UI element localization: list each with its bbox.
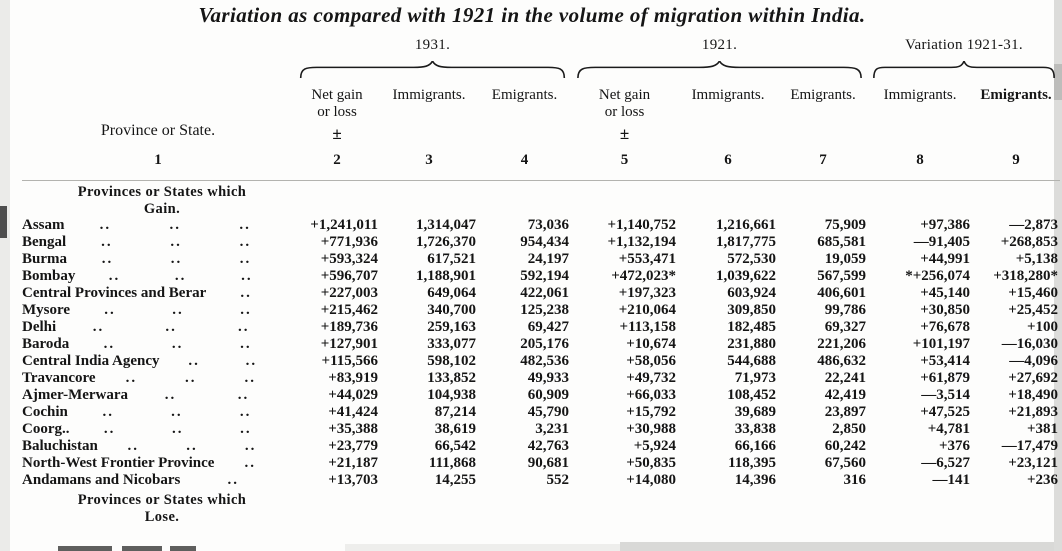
dot-leaders: .. xyxy=(244,455,256,471)
value-cell: +101,197 xyxy=(912,336,971,352)
value-cell: +21,187 xyxy=(328,455,378,471)
dot-leaders: .. .. .. xyxy=(99,217,251,233)
header-immigrants-variation: Immigrants. xyxy=(883,87,957,103)
value-cell: 482,536 xyxy=(520,353,570,369)
value-cell: +49,732 xyxy=(626,370,677,386)
table-row xyxy=(22,234,1060,251)
value-cell: 598,102 xyxy=(427,353,476,369)
value-cell: 42,419 xyxy=(824,387,867,403)
value-cell: 99,786 xyxy=(824,302,867,318)
value-cell: +14,080 xyxy=(626,472,677,488)
value-cell: —16,030 xyxy=(1001,336,1059,352)
value-cell: +771,936 xyxy=(320,234,378,250)
brace-icon xyxy=(575,61,864,78)
value-cell: 69,427 xyxy=(527,319,570,335)
bottom-gray-band xyxy=(345,544,623,551)
dot-leaders: .. xyxy=(240,285,252,301)
value-cell: 685,581 xyxy=(817,234,867,250)
table-row xyxy=(22,472,1060,489)
table-row xyxy=(22,370,1060,387)
table-row xyxy=(22,455,1060,472)
table-row xyxy=(22,285,1060,302)
value-cell: +15,792 xyxy=(626,404,677,420)
value-cell: 333,077 xyxy=(427,336,476,352)
value-cell: +41,424 xyxy=(328,404,378,420)
column-number: 2 xyxy=(294,142,380,181)
plus-minus-icon: ± xyxy=(332,124,342,143)
value-cell: 66,542 xyxy=(434,438,476,454)
group-1931-label: 1931. xyxy=(414,37,451,53)
value-cell: 649,064 xyxy=(427,285,476,301)
value-cell: 340,700 xyxy=(427,302,476,318)
header-immigrants-1921: Immigrants. xyxy=(691,87,765,103)
value-cell: +268,853 xyxy=(1000,234,1059,250)
dot-leaders: .. .. .. xyxy=(103,421,252,437)
value-cell: 125,238 xyxy=(520,302,570,318)
province-name: Mysore xyxy=(22,302,71,318)
value-cell: 133,852 xyxy=(427,370,476,386)
dot-leaders: .. .. .. xyxy=(108,268,253,284)
value-cell: 45,790 xyxy=(527,404,570,420)
value-cell: +113,158 xyxy=(619,319,677,335)
value-cell: 231,880 xyxy=(727,336,777,352)
section-heading: Provinces or States which Gain. xyxy=(77,184,247,217)
province-name: North-West Frontier Province xyxy=(22,455,215,471)
value-cell: +197,323 xyxy=(618,285,677,301)
dot-leaders: .. .. .. xyxy=(102,404,252,420)
table-row xyxy=(22,387,1060,404)
column-number: 4 xyxy=(478,142,571,181)
value-cell: +25,452 xyxy=(1008,302,1059,318)
value-cell: 592,194 xyxy=(520,268,570,284)
value-cell: +76,678 xyxy=(920,319,971,335)
header-immigrants-1931: Immigrants. xyxy=(392,87,466,103)
value-cell: 60,242 xyxy=(824,438,867,454)
table-row xyxy=(22,217,1060,234)
section-heading: Provinces or States which Lose. xyxy=(77,492,247,525)
scanned-page xyxy=(10,0,1059,551)
province-name: Andamans and Nicobars xyxy=(22,472,181,488)
value-cell: +21,893 xyxy=(1008,404,1059,420)
value-cell: 87,214 xyxy=(434,404,476,420)
value-cell: 33,838 xyxy=(734,421,777,437)
value-cell: 1,726,370 xyxy=(416,234,476,250)
province-name: Baluchistan xyxy=(22,438,98,454)
value-cell: +15,460 xyxy=(1008,285,1059,301)
table-row xyxy=(22,268,1060,285)
value-cell: +47,525 xyxy=(920,404,971,420)
header-emigrants-1931: Emigrants. xyxy=(491,87,558,103)
column-number: 9 xyxy=(972,142,1060,181)
page-title: Variation as compared with 1921 in the volume of migration within India. xyxy=(198,3,866,27)
value-cell: +18,490 xyxy=(1008,387,1059,403)
value-cell: +5,924 xyxy=(633,438,677,454)
cut-off-row-fragment xyxy=(122,546,162,551)
province-name: Bengal xyxy=(22,234,67,250)
value-cell: +215,462 xyxy=(320,302,378,318)
value-cell: 71,973 xyxy=(734,370,777,386)
value-cell: +1,140,752 xyxy=(607,217,677,233)
value-cell: +58,056 xyxy=(626,353,677,369)
value-cell: +23,779 xyxy=(328,438,378,454)
value-cell: +381 xyxy=(1026,421,1059,437)
value-cell: +13,703 xyxy=(328,472,378,488)
dot-leaders: .. .. .. xyxy=(104,302,252,318)
value-cell: 406,601 xyxy=(817,285,867,301)
value-cell: +66,033 xyxy=(626,387,677,403)
column-number: 6 xyxy=(678,142,778,181)
value-cell: 66,166 xyxy=(734,438,777,454)
value-cell: +472,023* xyxy=(611,268,677,284)
column-number-row xyxy=(22,142,1060,181)
value-cell: +210,064 xyxy=(618,302,677,318)
table-row xyxy=(22,404,1060,421)
value-cell: 221,206 xyxy=(817,336,867,352)
left-scrollbar-thumb[interactable] xyxy=(0,206,7,238)
value-cell: 90,681 xyxy=(527,455,570,471)
header-emigrants-variation: Emigrants. xyxy=(980,87,1052,103)
value-cell: +50,835 xyxy=(626,455,677,471)
value-cell: —2,873 xyxy=(1009,217,1059,233)
table-row xyxy=(22,319,1060,336)
value-cell: +593,324 xyxy=(320,251,378,267)
dot-leaders: .. .. .. xyxy=(92,319,250,335)
cut-off-row-fragment xyxy=(170,546,196,551)
value-cell: *+256,074 xyxy=(905,268,971,284)
dot-leaders: .. .. .. xyxy=(103,336,252,352)
value-cell: +100 xyxy=(1026,319,1059,335)
value-cell: +44,029 xyxy=(328,387,378,403)
value-cell: 259,163 xyxy=(427,319,476,335)
cut-off-row-fragment xyxy=(58,546,112,551)
header-netgain-1931: Net gain or loss ± xyxy=(294,78,380,142)
value-cell: 67,560 xyxy=(824,455,867,471)
value-cell: 118,395 xyxy=(728,455,777,471)
value-cell: 22,241 xyxy=(824,370,867,386)
value-cell: +44,991 xyxy=(920,251,971,267)
value-cell: 14,255 xyxy=(434,472,476,488)
value-cell: +1,241,011 xyxy=(310,217,378,233)
province-name: Delhi xyxy=(22,319,57,335)
value-cell: 1,216,661 xyxy=(716,217,777,233)
value-cell: 14,396 xyxy=(734,472,777,488)
table-row xyxy=(22,251,1060,268)
province-name: Central India Agency xyxy=(22,353,160,369)
province-name: Cochin xyxy=(22,404,68,420)
value-cell: +30,988 xyxy=(626,421,677,437)
value-cell: +35,388 xyxy=(328,421,378,437)
value-cell: +53,414 xyxy=(920,353,971,369)
value-cell: +30,850 xyxy=(920,302,971,318)
value-cell: +45,140 xyxy=(920,285,971,301)
column-number: 8 xyxy=(868,142,972,181)
dot-leaders: .. .. .. xyxy=(101,234,252,250)
table-row xyxy=(22,353,1060,370)
value-cell: +83,919 xyxy=(328,370,378,386)
value-cell: 617,521 xyxy=(427,251,476,267)
value-cell: —6,527 xyxy=(921,455,971,471)
column-number: 1 xyxy=(22,142,294,181)
value-cell: +4,781 xyxy=(927,421,971,437)
value-cell: 49,933 xyxy=(527,370,570,386)
value-cell: +23,121 xyxy=(1008,455,1059,471)
value-cell: 73,036 xyxy=(527,217,570,233)
section-heading-row xyxy=(22,181,1060,218)
column-number: 3 xyxy=(380,142,478,181)
value-cell: 1,039,622 xyxy=(716,268,777,284)
bottom-gray-band xyxy=(620,542,1054,551)
value-cell: 39,689 xyxy=(734,404,777,420)
value-cell: 42,763 xyxy=(527,438,570,454)
value-cell: 552 xyxy=(546,472,570,488)
province-name: Central Provinces and Berar xyxy=(22,285,207,301)
value-cell: +115,566 xyxy=(321,353,378,369)
value-cell: —141 xyxy=(932,472,971,488)
province-name: Coorg.. xyxy=(22,421,70,437)
group-1921 xyxy=(571,28,868,78)
value-cell: 1,188,901 xyxy=(416,268,476,284)
province-name: Baroda xyxy=(22,336,70,352)
value-cell: +553,471 xyxy=(618,251,677,267)
value-cell: 486,632 xyxy=(817,353,867,369)
value-cell: 19,059 xyxy=(824,251,867,267)
value-cell: 60,909 xyxy=(527,387,570,403)
value-cell: 75,909 xyxy=(824,217,867,233)
value-cell: —3,514 xyxy=(921,387,971,403)
group-1921-label: 1921. xyxy=(701,37,738,53)
value-cell: —91,405 xyxy=(913,234,971,250)
value-cell: 572,530 xyxy=(727,251,777,267)
dot-leaders: .. .. xyxy=(188,353,258,369)
dot-leaders: .. xyxy=(227,472,239,488)
section-heading-row xyxy=(22,489,1060,525)
province-name: Travancore xyxy=(22,370,96,386)
table-row xyxy=(22,421,1060,438)
value-cell: —4,096 xyxy=(1009,353,1059,369)
group-header-row xyxy=(22,28,1060,78)
province-name: Assam xyxy=(22,217,65,233)
value-cell: +376 xyxy=(938,438,971,454)
province-column-header: Province or State. xyxy=(100,122,216,139)
value-cell: 182,485 xyxy=(727,319,777,335)
value-cell: +127,901 xyxy=(320,336,378,352)
plus-minus-icon: ± xyxy=(619,124,630,143)
value-cell: +61,879 xyxy=(920,370,971,386)
value-cell: 1,314,047 xyxy=(416,217,476,233)
province-name: Ajmer-Merwara xyxy=(22,387,129,403)
value-cell: 3,231 xyxy=(535,421,570,437)
value-cell: 309,850 xyxy=(727,302,777,318)
value-cell: +1,132,194 xyxy=(607,234,677,250)
value-cell: 111,868 xyxy=(428,455,476,471)
value-cell: 69,327 xyxy=(824,319,867,335)
value-cell: 544,688 xyxy=(727,353,777,369)
value-cell: +227,003 xyxy=(320,285,378,301)
value-cell: 108,452 xyxy=(727,387,777,403)
value-cell: +236 xyxy=(1026,472,1059,488)
dot-leaders: .. .. .. xyxy=(125,370,257,386)
dot-leaders: .. .. .. xyxy=(127,438,257,454)
value-cell: +97,386 xyxy=(920,217,971,233)
column-number: 5 xyxy=(571,142,678,181)
value-cell: 24,197 xyxy=(527,251,570,267)
province-name: Bombay xyxy=(22,268,76,284)
group-variation-label: Variation 1921-31. xyxy=(905,37,1023,53)
value-cell: +5,138 xyxy=(1015,251,1059,267)
value-cell: +596,707 xyxy=(320,268,378,284)
value-cell: 2,850 xyxy=(832,421,867,437)
value-cell: 316 xyxy=(843,472,867,488)
column-number: 7 xyxy=(778,142,868,181)
value-cell: +10,674 xyxy=(626,336,677,352)
table-row xyxy=(22,438,1060,455)
value-cell: 954,434 xyxy=(520,234,570,250)
value-cell: 104,938 xyxy=(427,387,476,403)
value-cell: +27,692 xyxy=(1008,370,1059,386)
brace-icon xyxy=(298,61,567,78)
table-row xyxy=(22,302,1060,319)
migration-table xyxy=(22,28,1060,525)
header-netgain-1921: Net gain or loss ± xyxy=(571,78,678,142)
value-cell: +189,736 xyxy=(320,319,378,335)
header-emigrants-1921: Emigrants. xyxy=(790,87,856,103)
dot-leaders: .. .. xyxy=(164,387,250,403)
province-name: Burma xyxy=(22,251,67,267)
value-cell: 567,599 xyxy=(817,268,867,284)
value-cell: 422,061 xyxy=(520,285,570,301)
group-variation xyxy=(868,28,1060,78)
brace-icon xyxy=(872,61,1056,78)
value-cell: 38,619 xyxy=(434,421,476,437)
value-cell: 23,897 xyxy=(824,404,867,420)
value-cell: 1,817,775 xyxy=(716,234,777,250)
value-cell: +318,280* xyxy=(993,268,1059,284)
value-cell: —17,479 xyxy=(1001,438,1059,454)
table-row xyxy=(22,336,1060,353)
value-cell: 205,176 xyxy=(520,336,570,352)
value-cell: 603,924 xyxy=(727,285,777,301)
dot-leaders: .. .. .. xyxy=(101,251,252,267)
group-1931 xyxy=(294,28,571,78)
